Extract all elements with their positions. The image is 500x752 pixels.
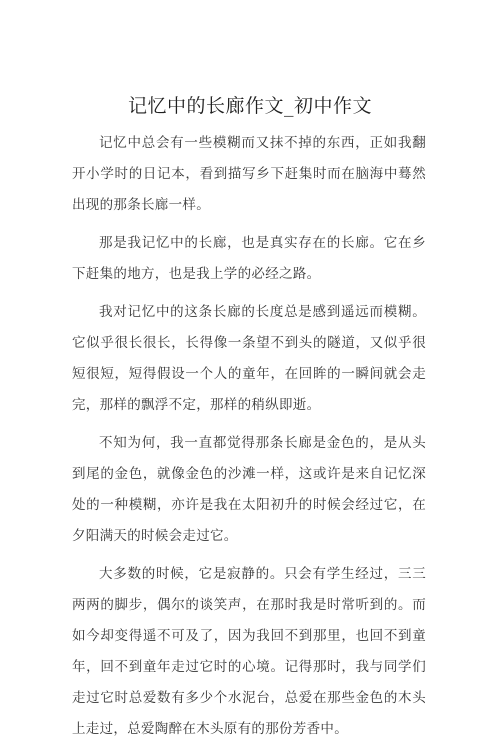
article-paragraph-1: 记忆中总会有一些模糊而又抹不掉的东西，正如我翻开小学时的日记本，看到描写乡下赶集时而在脑海中蓦然出现的那条长廊一样。 — [72, 135, 426, 213]
article-paragraph-5: 大多数的时候，它是寂静的。只会有学生经过，三三两两的脚步，偶尔的谈笑声，在那时我是时常听到的。而如今却变得遥不可及了，因为我回不到那里，也回不到童年，回不到童年走过它时的心境。记得那时，我与同学们走过它时总爱数有多少个水泥台，总爱在那些金色的木头上走过，总爱陶醉在木头原有的那份芳香中。 — [72, 566, 426, 737]
article-title: 记忆中的长廊作文_初中作文 — [127, 95, 372, 117]
article-paragraph-4: 不知为何，我一直都觉得那条长廊是金色的，是从头到尾的金色，就像金色的沙滩一样，这或许是来自记忆深处的一种模糊，亦许是我在太阳初升的时候会经过它，在夕阳满天的时候会走过它。 — [72, 435, 426, 544]
article-paragraph-3: 我对记忆中的这条长廊的长度总是感到遥远而模糊。它似乎很长很长，长得像一条望不到头的隧道，又似乎很短很短，短得假设一个人的童年，在回眸的一瞬间就会走完，那样的飘浮不定，那样的稍纵即逝。 — [72, 304, 426, 413]
article-paragraph-2: 那是我记忆中的长廊，也是真实存在的长廊。它在乡下赶集的地方，也是我上学的必经之路。 — [72, 235, 426, 282]
article-body — [72, 128, 426, 752]
